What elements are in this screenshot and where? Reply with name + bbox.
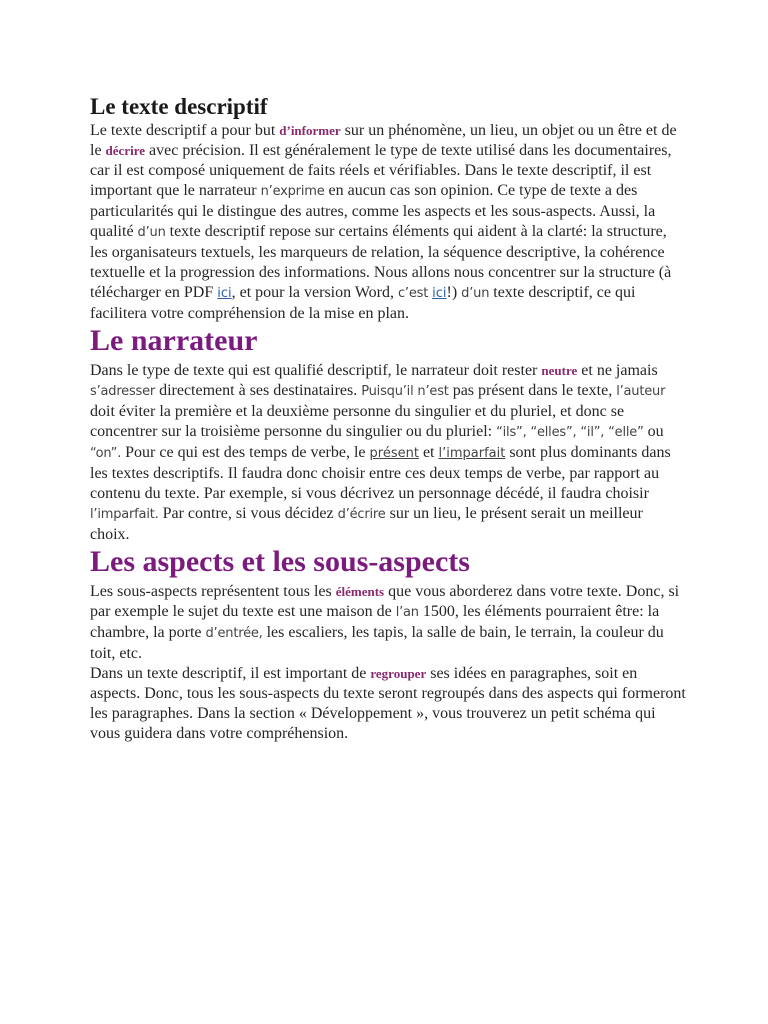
section-heading-aspects: Les aspects et les sous-aspects <box>90 545 470 578</box>
word-download-link[interactable]: ici <box>432 286 447 301</box>
text-run: Dans le type de texte qui est qualifié descriptif, le narrateur doit rester <box>90 362 542 379</box>
text-run: sur un lieu, le présent serait un meilleur choix. <box>90 505 643 543</box>
text-run-alt: n’exprime <box>260 184 325 199</box>
underlined-term-present: présent <box>369 446 419 461</box>
text-run: en aucun cas son opinion. Ce type de texte a des particularités qui le distingue des autres, comme les aspects et les sous-aspects. Aussi, la qualité <box>90 182 656 240</box>
text-run-alt: d’un <box>137 225 166 240</box>
text-run: que vous aborderez dans votre texte. Donc, si par exemple le sujet du texte est une maison de <box>90 583 680 620</box>
underlined-term-imparfait: l’imparfait <box>438 446 506 461</box>
page-title: Le texte descriptif <box>90 94 268 119</box>
keyword-decrire: décrire <box>105 143 146 158</box>
narrateur-paragraph <box>90 361 686 545</box>
text-run: ses idées en paragraphes, soit en aspects. Donc, tous les sous-aspects du texte seront regroupés dans des aspects qui formeront les paragraphes. Dans la section « Développement », vous trouverez un petit schéma qui vous guidera dans votre compréhension. <box>90 665 686 742</box>
text-run: Dans un texte descriptif, il est important de <box>90 665 371 682</box>
text-run-alt: l’an <box>395 605 419 620</box>
intro-paragraph <box>90 121 686 324</box>
section-heading-narrateur: Le narrateur <box>90 324 258 357</box>
aspects-paragraph-2 <box>90 664 686 744</box>
text-run: pas présent dans le texte, <box>448 382 617 399</box>
keyword-informer: d’informer <box>279 123 341 138</box>
text-run: , et pour la version Word, <box>231 284 398 301</box>
text-run: sur un phénomène, un lieu, un objet ou un être et de le <box>90 122 677 159</box>
keyword-neutre: neutre <box>541 363 578 378</box>
text-run-alt: d’écrire <box>337 507 386 522</box>
text-run-alt: c’est <box>397 286 429 301</box>
text-run: 1500, les éléments pourraient être: la chambre, la porte <box>90 603 660 641</box>
text-run: Le texte descriptif a pour but <box>90 122 280 139</box>
text-run: et <box>418 444 439 461</box>
text-run: Pour ce qui est des temps de verbe, le <box>121 444 370 461</box>
pdf-download-link[interactable]: ici <box>217 286 232 301</box>
text-run: !) <box>446 284 462 301</box>
document-body <box>90 92 686 744</box>
text-run: les escaliers, les tapis, la salle de bain, le terrain, la couleur du toit, etc. <box>90 624 664 662</box>
text-run: Par contre, si vous décidez <box>158 505 338 522</box>
text-run: Les sous-aspects représentent tous les <box>90 583 336 600</box>
text-run-alt: Puisqu’il n’est <box>361 384 449 399</box>
text-run-alt: d’entrée, <box>205 626 263 641</box>
text-run: ou <box>643 423 664 440</box>
text-run-alt: s’adresser <box>90 384 156 399</box>
text-run-alt: l’auteur <box>616 384 666 399</box>
aspects-paragraph-1 <box>90 582 686 664</box>
keyword-elements: éléments <box>335 584 385 599</box>
text-run: doit éviter la première et la deuxième personne du singulier et du pluriel, et donc se concentrer sur la troisième personne du singulier ou du pluriel: <box>90 403 625 440</box>
text-run-alt: d’un <box>461 286 490 301</box>
text-run: sont plus dominants dans les textes descriptifs. Il faudra donc choisir entre ces deux temps de verbe, par rapport au contenu du texte. Par exemple, si vous décrivez un personnage décédé, il faudra choisir <box>90 444 671 502</box>
text-run: texte descriptif, ce qui facilitera votre compréhension de la mise en plan. <box>90 284 636 322</box>
text-run: et ne jamais <box>577 362 658 379</box>
text-run-alt: “on”. <box>90 446 122 461</box>
text-run: texte descriptif repose sur certains éléments qui aident à la clarté: la structure, les organisateurs textuels, les marqueurs de relation, la séquence descriptive, la cohérence textuelle et la progression des informations. Nous allons nous concentrer sur la structure (à télécharger en PDF <box>90 223 672 301</box>
text-run-alt: l’imparfait. <box>90 507 159 522</box>
text-run-alt: “ils”, “elles”, “il”, “elle” <box>496 425 644 440</box>
keyword-regrouper: regrouper <box>370 666 427 681</box>
text-run: directement à ses destinataires. <box>155 382 362 399</box>
text-run: avec précision. Il est généralement le type de texte utilisé dans les documentaires, car il est composé uniquement de faits réels et vérifiables. Dans le texte descriptif, il est important que le narrateur <box>90 142 672 199</box>
